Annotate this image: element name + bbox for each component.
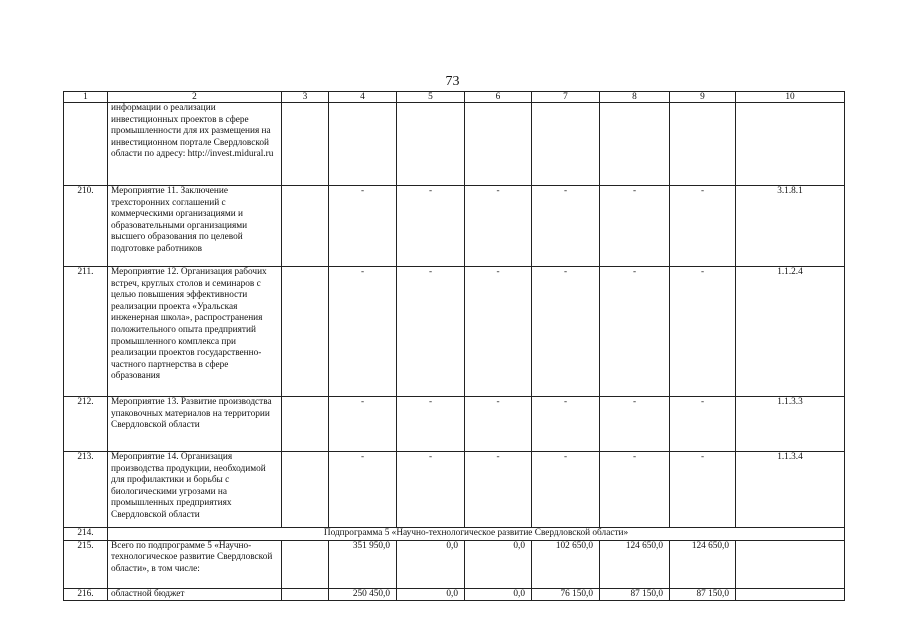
table-row [64, 540, 845, 588]
row-description: информации о реализации инвестиционных проектов в сфере промышленности для их размещения на инвестиционном портале Свердловской области по адресу: http://invest.midural.ru [108, 103, 282, 186]
cell-col7: - [532, 452, 600, 528]
column-header: 6 [465, 92, 532, 103]
row-number: 212. [64, 397, 108, 452]
column-header: 3 [282, 92, 329, 103]
cell-target-code [736, 540, 845, 588]
table-row [64, 186, 845, 267]
cell-col7: - [532, 186, 600, 267]
row-number [64, 103, 108, 186]
row-description: областной бюджет [108, 588, 282, 601]
cell-col7: - [532, 397, 600, 452]
cell-year-3: 102 650,0 [532, 540, 600, 588]
cell-col6: - [465, 397, 532, 452]
column-header: 9 [670, 92, 736, 103]
cell-col8: - [600, 267, 670, 397]
cell-year-4: 124 650,0 [600, 540, 670, 588]
row-description: Мероприятие 13. Развитие производства упаковочных материалов на территории Свердловской области [108, 397, 282, 452]
cell-col5: - [397, 186, 465, 267]
cell-target-code: 1.1.3.3 [736, 397, 845, 452]
row-description: Мероприятие 12. Организация рабочих встреч, круглых столов и семинаров с целью повышения эффективности реализации проекта «Уральская инженерная школа», распространения положительного опыта предприятий промышленного комплекса при реализации проектов государственно-частного партнерства в сфере образования [108, 267, 282, 397]
cell-col9 [670, 103, 736, 186]
cell-col4 [329, 103, 397, 186]
cell-col5: - [397, 452, 465, 528]
page-number: 73 [445, 74, 460, 89]
row-number: 214. [64, 528, 108, 541]
column-header: 1 [64, 92, 108, 103]
table-row [64, 588, 845, 601]
row-description: Мероприятие 14. Организация производства продукции, необходимой для профилактики и борьбы с биологическими угрозами на промышленных предприятиях Свердловской области [108, 452, 282, 528]
cell-col5 [397, 103, 465, 186]
cell-col6: - [465, 186, 532, 267]
cell-col3 [282, 588, 329, 601]
cell-year-2: 0,0 [465, 540, 532, 588]
cell-col8 [600, 103, 670, 186]
cell-target-code: 1.1.2.4 [736, 267, 845, 397]
cell-col6 [465, 103, 532, 186]
cell-target-code: 1.1.3.4 [736, 452, 845, 528]
cell-target-code [736, 588, 845, 601]
row-number: 213. [64, 452, 108, 528]
cell-col4: - [329, 186, 397, 267]
row-description: Мероприятие 11. Заключение трехсторонних соглашений с коммерческими организациями и образовательными организациями высшего образования по целевой подготовке работников [108, 186, 282, 267]
cell-col4: - [329, 452, 397, 528]
subprogram-row [64, 528, 845, 541]
cell-col8: - [600, 452, 670, 528]
column-header: 4 [329, 92, 397, 103]
column-header: 10 [736, 92, 845, 103]
cell-col3 [282, 452, 329, 528]
row-number: 210. [64, 186, 108, 267]
row-number: 211. [64, 267, 108, 397]
table-row [64, 452, 845, 528]
column-number-row [64, 92, 845, 103]
cell-year-2: 0,0 [465, 588, 532, 601]
cell-col3 [282, 186, 329, 267]
cell-col4: - [329, 397, 397, 452]
cell-total: 351 950,0 [329, 540, 397, 588]
cell-col6: - [465, 452, 532, 528]
cell-target-code [736, 103, 845, 186]
subprogram-title: Подпрограмма 5 «Научно-технологическое развитие Свердловской области» [108, 528, 845, 541]
cell-col4: - [329, 267, 397, 397]
cell-col7: - [532, 267, 600, 397]
column-header: 8 [600, 92, 670, 103]
cell-year-1: 0,0 [397, 588, 465, 601]
cell-col9: - [670, 186, 736, 267]
cell-col3 [282, 540, 329, 588]
cell-col3 [282, 267, 329, 397]
column-header: 2 [108, 92, 282, 103]
table-row [64, 397, 845, 452]
table-row [64, 103, 845, 186]
row-description: Всего по подпрограмме 5 «Научно-технологическое развитие Свердловской области», в том числе: [108, 540, 282, 588]
cell-target-code: 3.1.8.1 [736, 186, 845, 267]
cell-col9: - [670, 397, 736, 452]
cell-year-5: 124 650,0 [670, 540, 736, 588]
cell-col8: - [600, 186, 670, 267]
cell-col3 [282, 397, 329, 452]
cell-col5: - [397, 267, 465, 397]
cell-col9: - [670, 267, 736, 397]
cell-col3 [282, 103, 329, 186]
cell-col8: - [600, 397, 670, 452]
row-number: 216. [64, 588, 108, 601]
program-table [63, 91, 845, 601]
table-row [64, 267, 845, 397]
cell-year-5: 87 150,0 [670, 588, 736, 601]
cell-year-3: 76 150,0 [532, 588, 600, 601]
cell-col6: - [465, 267, 532, 397]
cell-year-4: 87 150,0 [600, 588, 670, 601]
cell-year-1: 0,0 [397, 540, 465, 588]
column-header: 7 [532, 92, 600, 103]
cell-col5: - [397, 397, 465, 452]
cell-total: 250 450,0 [329, 588, 397, 601]
cell-col7 [532, 103, 600, 186]
cell-col9: - [670, 452, 736, 528]
row-number: 215. [64, 540, 108, 588]
column-header: 5 [397, 92, 465, 103]
